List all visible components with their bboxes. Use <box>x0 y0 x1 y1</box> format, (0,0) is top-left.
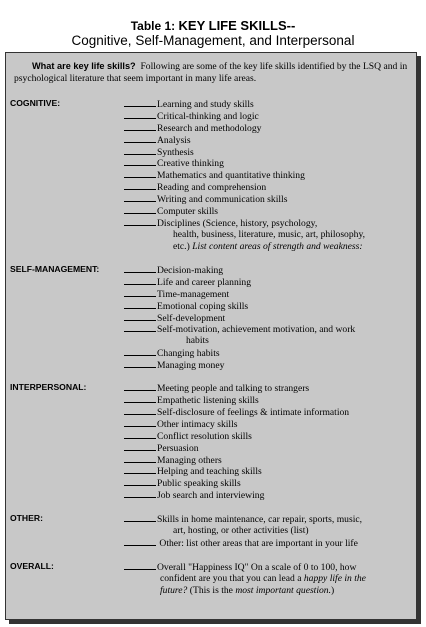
answer-blank[interactable] <box>124 169 156 178</box>
motivation-continuation: habits <box>186 335 209 346</box>
answer-blank[interactable] <box>124 489 156 498</box>
skill-item: Time-management <box>124 288 410 301</box>
answer-blank[interactable] <box>124 193 156 202</box>
skill-item: Analysis <box>124 134 410 147</box>
table-title-text: KEY LIFE SKILLS-- <box>178 18 296 33</box>
skill-item: Self-motivation, achievement motivation, and work <box>124 323 410 336</box>
skill-item: Managing money <box>124 359 410 372</box>
answer-blank[interactable] <box>124 454 156 463</box>
section-label-cognitive: COGNITIVE: <box>10 98 61 108</box>
skill-item: Skills in home maintenance, car repair, sports, music, <box>124 513 410 526</box>
answer-blank[interactable] <box>124 181 156 190</box>
answer-blank[interactable] <box>124 394 156 403</box>
skill-item: Disciplines (Science, history, psychology, <box>124 217 410 230</box>
answer-blank[interactable] <box>124 98 156 107</box>
answer-blank[interactable] <box>124 537 156 546</box>
skill-item: Changing habits <box>124 347 410 360</box>
section-label-other: OTHER: <box>10 513 43 523</box>
skill-item: Managing others <box>124 454 410 467</box>
answer-blank[interactable] <box>124 442 156 451</box>
overall-continuation-1: confident are you that you can lead a happy life in the <box>160 573 366 584</box>
skill-item: Emotional coping skills <box>124 300 410 313</box>
answer-blank[interactable] <box>124 264 156 273</box>
answer-blank[interactable] <box>124 430 156 439</box>
disciplines-continuation: health, business, literature, music, art, philosophy, <box>173 229 366 240</box>
skill-item: Computer skills <box>124 205 410 218</box>
intro-question: What are key life skills? <box>32 61 136 71</box>
skill-item: Overall "Happiness IQ" On a scale of 0 to 100, how <box>124 561 410 574</box>
intro-text: Following are some of the key life skills identified by the LSQ and in psychological literature that seem important in many life areas. <box>14 61 408 84</box>
answer-blank[interactable] <box>124 418 156 427</box>
skill-item: Mathematics and quantitative thinking <box>124 169 410 182</box>
skill-item: Helping and teaching skills <box>124 465 410 478</box>
skill-item: Persuasion <box>124 442 410 455</box>
answer-blank[interactable] <box>124 312 156 321</box>
skill-item: Self-disclosure of feelings & intimate information <box>124 406 410 419</box>
skills-panel <box>5 52 417 620</box>
skill-item: Creative thinking <box>124 157 410 170</box>
disciplines-continuation-2: etc.) List content areas of strength and weakness: <box>173 241 363 252</box>
table-title <box>0 18 426 33</box>
answer-blank[interactable] <box>124 465 156 474</box>
section-label-overall: OVERALL: <box>10 561 54 571</box>
skill-item: Life and career planning <box>124 276 410 289</box>
answer-blank[interactable] <box>124 288 156 297</box>
answer-blank[interactable] <box>124 110 156 119</box>
skill-item: Synthesis <box>124 146 410 159</box>
answer-blank[interactable] <box>124 513 156 522</box>
answer-blank[interactable] <box>124 347 156 356</box>
answer-blank[interactable] <box>124 561 156 570</box>
answer-blank[interactable] <box>124 217 156 226</box>
skill-item: Public speaking skills <box>124 477 410 490</box>
answer-blank[interactable] <box>124 122 156 131</box>
skill-item: Reading and comprehension <box>124 181 410 194</box>
answer-blank[interactable] <box>124 477 156 486</box>
skill-item: Decision-making <box>124 264 410 277</box>
answer-blank[interactable] <box>124 359 156 368</box>
answer-blank[interactable] <box>124 134 156 143</box>
skill-item: Learning and study skills <box>124 98 410 111</box>
answer-blank[interactable] <box>124 323 156 332</box>
answer-blank[interactable] <box>124 157 156 166</box>
skill-item: Meeting people and talking to strangers <box>124 382 410 395</box>
answer-blank[interactable] <box>124 382 156 391</box>
answer-blank[interactable] <box>124 300 156 309</box>
skill-item: Other: list other areas that are important in your life <box>124 537 410 550</box>
skill-item: Empathetic listening skills <box>124 394 410 407</box>
skill-item: Self-development <box>124 312 410 325</box>
skill-item: Other intimacy skills <box>124 418 410 431</box>
table-prefix: Table 1: <box>130 19 179 33</box>
skill-item: Research and methodology <box>124 122 410 135</box>
other-skills-continuation: art, hosting, or other activities (list) <box>173 525 309 536</box>
skill-item: Writing and communication skills <box>124 193 410 206</box>
intro-paragraph <box>14 61 410 84</box>
answer-blank[interactable] <box>124 406 156 415</box>
skill-item: Job search and interviewing <box>124 489 410 502</box>
answer-blank[interactable] <box>124 146 156 155</box>
answer-blank[interactable] <box>124 205 156 214</box>
section-label-self-management: SELF-MANAGEMENT: <box>10 264 100 274</box>
answer-blank[interactable] <box>124 276 156 285</box>
section-label-interpersonal: INTERPERSONAL: <box>10 382 87 392</box>
skill-item: Conflict resolution skills <box>124 430 410 443</box>
overall-continuation-2: future? (This is the most important question.) <box>160 585 335 596</box>
skill-item: Critical-thinking and logic <box>124 110 410 123</box>
table-subtitle: Cognitive, Self-Management, and Interpersonal <box>71 33 355 48</box>
